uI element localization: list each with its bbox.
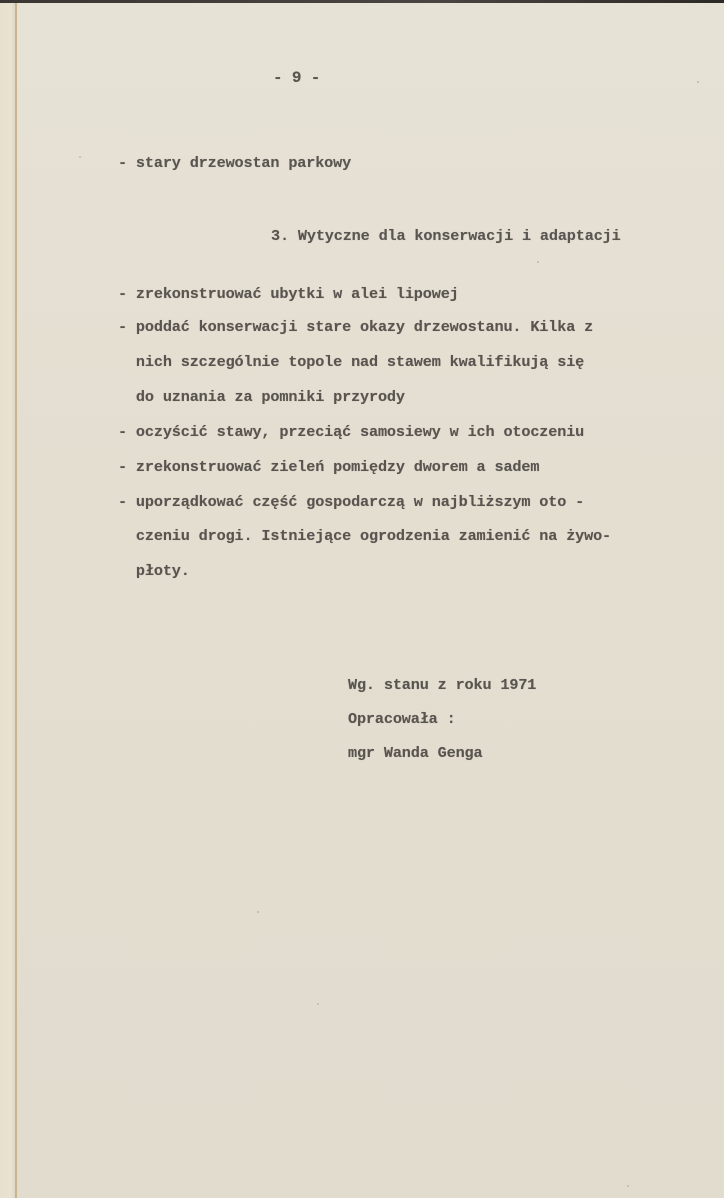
paper-speck bbox=[627, 1185, 629, 1187]
section-heading: 3. Wytyczne dla konserwacji i adaptacji bbox=[271, 227, 621, 245]
document-page bbox=[17, 3, 724, 1198]
paper-speck bbox=[537, 261, 539, 263]
guideline-line: czeniu drogi. Istniejące ogrodzenia zamienić na żywo- bbox=[118, 527, 612, 545]
previous-page-edge bbox=[0, 3, 16, 1198]
guideline-line: do uznania za pomniki przyrody bbox=[118, 388, 405, 406]
paper-speck bbox=[697, 81, 699, 83]
guideline-line: - zrekonstruować zieleń pomiędzy dworem a sadem bbox=[118, 458, 540, 476]
intro-list-item: - stary drzewostan parkowy bbox=[118, 154, 352, 172]
paper-speck bbox=[257, 911, 259, 913]
guideline-line: płoty. bbox=[118, 562, 190, 580]
guideline-line: - poddać konserwacji stare okazy drzewostanu. Kilka z bbox=[118, 318, 594, 336]
paper-speck bbox=[317, 1003, 319, 1005]
guideline-line: - uporządkować część gospodarczą w najbliższym oto - bbox=[118, 493, 585, 511]
page-number: - 9 - bbox=[273, 69, 321, 87]
guideline-line: - zrekonstruować ubytki w alei lipowej bbox=[118, 285, 459, 303]
prepared-by-label: Opracowała : bbox=[348, 710, 456, 728]
state-as-of-line: Wg. stanu z roku 1971 bbox=[348, 676, 537, 694]
paper-speck bbox=[79, 156, 81, 158]
author-name: mgr Wanda Genga bbox=[348, 744, 483, 762]
guideline-line: - oczyścić stawy, przeciąć samosiewy w ich otoczeniu bbox=[118, 423, 585, 441]
guideline-line: nich szczególnie topole nad stawem kwalifikują się bbox=[118, 353, 585, 371]
